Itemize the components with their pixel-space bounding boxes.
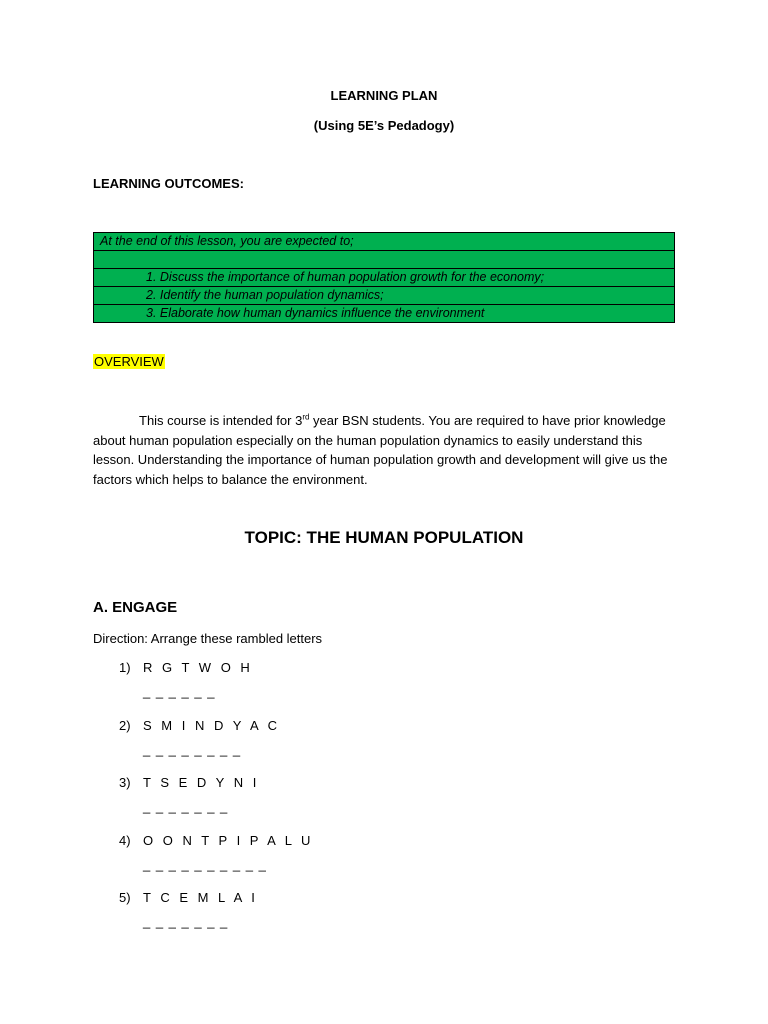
overview-paragraph [93,411,683,489]
outcome-item: 2. Identify the human population dynamics; [94,287,675,305]
document-subtitle: (Using 5E’s Pedadogy) [313,118,455,133]
list-item [119,660,253,675]
list-item [119,718,280,733]
direction-text: Direction: Arrange these rambled letters [93,631,323,646]
outcomes-intro: At the end of this lesson, you are expected to; [94,233,675,251]
answer-blanks: _ _ _ _ _ _ _ _ [143,742,242,757]
scrambled-letters: S M I N D Y A C [143,718,280,733]
table-row [94,269,675,287]
answer-blanks: _ _ _ _ _ _ _ _ _ _ [143,857,267,872]
overview-text-part1: This course is intended for 3 [139,413,303,428]
table-row [94,251,675,269]
answer-blanks: _ _ _ _ _ _ _ [143,799,229,814]
scrambled-letters: R G T W O H [143,660,253,675]
overview-heading: OVERVIEW [94,354,164,369]
engage-heading: A. ENGAGE [93,599,178,616]
list-item [119,833,313,848]
scrambled-letters: T S E D Y N I [143,775,260,790]
table-row [94,305,675,323]
list-item [119,775,259,790]
overview-text-part2: year BSN students. You are required to have prior knowledge about human population especially on the human population dynamics to easily understand this lesson. Understanding the importance of human population growth and development will give us the factors which helps to balance the environment. [93,413,668,487]
outcome-item: 1. Discuss the importance of human population growth for the economy; [94,269,675,287]
item-number: 2) [119,718,131,733]
answer-blanks: _ _ _ _ _ _ _ [143,914,229,929]
outcome-item: 3. Elaborate how human dynamics influence the environment [94,305,675,323]
learning-outcomes-heading: LEARNING OUTCOMES: [93,176,244,191]
answer-blanks: _ _ _ _ _ _ [143,684,216,699]
item-number: 1) [119,660,131,675]
overview-superscript: rd [302,412,310,422]
item-number: 3) [119,775,131,790]
table-row [94,233,675,251]
topic-heading: TOPIC: THE HUMAN POPULATION [244,528,524,547]
item-number: 5) [119,890,131,905]
learning-outcomes-table [93,232,675,323]
scrambled-letters: T C E M L A I [143,890,258,905]
table-row [94,287,675,305]
item-number: 4) [119,833,131,848]
list-item [119,890,258,905]
outcomes-blank-row [94,251,675,269]
document-title: LEARNING PLAN [330,88,438,103]
scrambled-letters: O O N T P I P A L U [143,833,314,848]
